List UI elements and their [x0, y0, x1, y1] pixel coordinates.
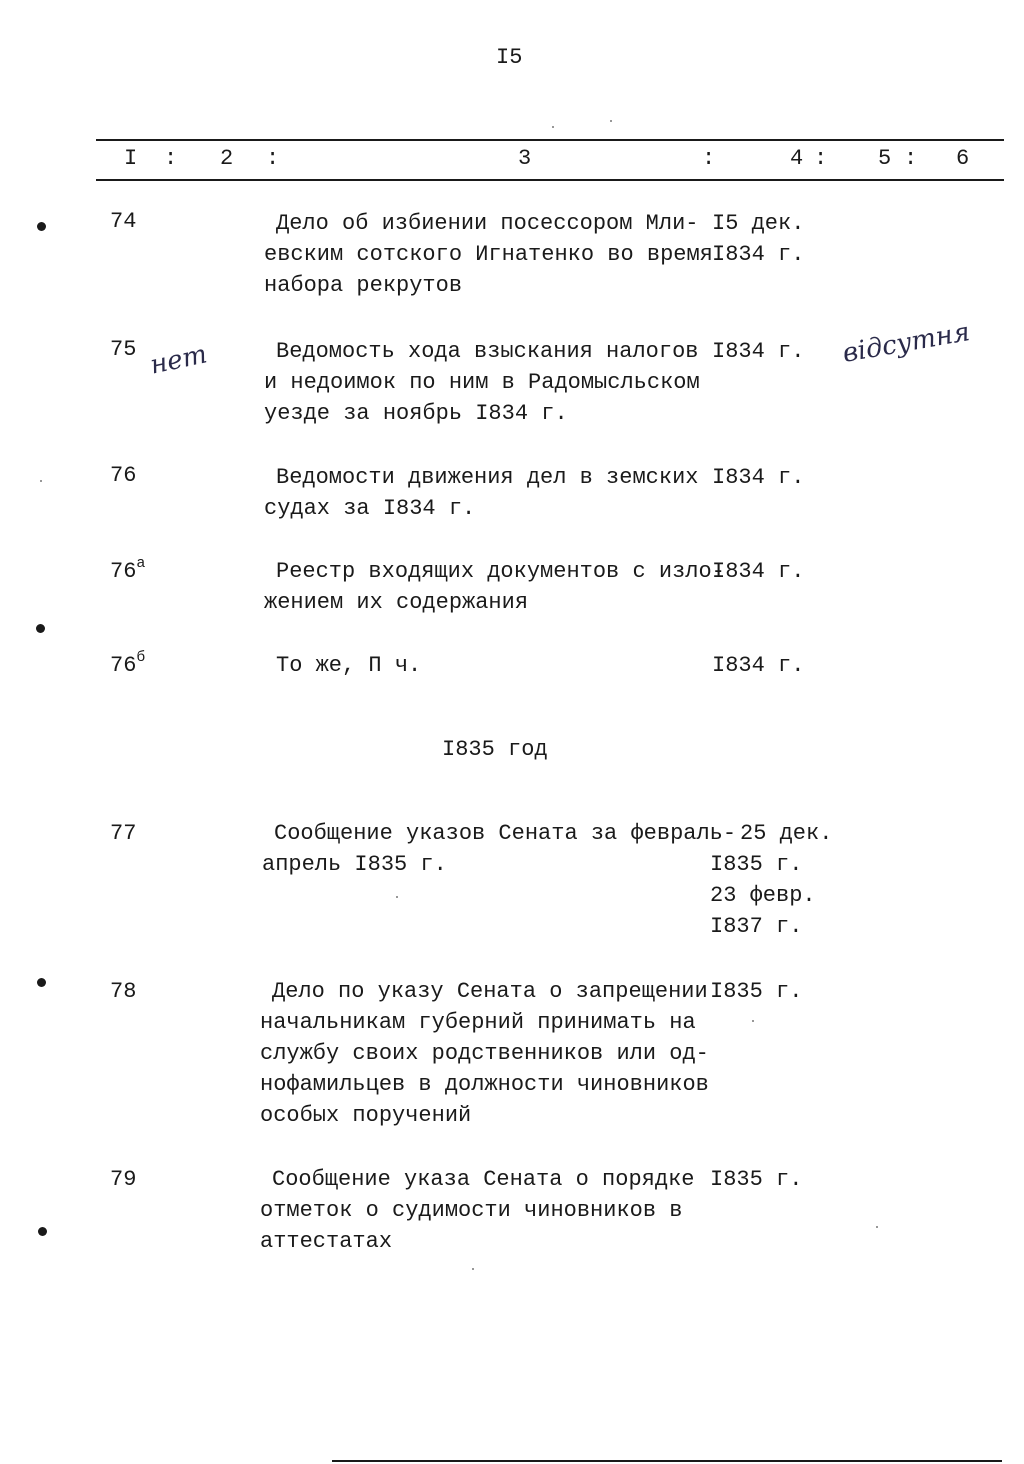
- row-title-line: Дело об избиении посессором Мли-: [276, 211, 699, 236]
- row-title-line: судах за I834 г.: [264, 496, 476, 521]
- row-title-line: набора рекрутов: [264, 273, 463, 298]
- row-date-line: I5 дек.: [712, 211, 805, 236]
- header-separator: :: [702, 146, 716, 171]
- scan-speck: [396, 896, 398, 898]
- row-title-line: жением их содержания: [264, 590, 529, 615]
- header-col-5: 5: [878, 146, 892, 171]
- punch-hole-dot: [38, 1227, 47, 1236]
- header-col-3: 3: [518, 146, 532, 171]
- row-title-line: Ведомости движения дел в земских: [276, 465, 699, 490]
- scan-speck: [610, 120, 612, 122]
- row-number: 75: [110, 337, 137, 362]
- row-title-line: Сообщение указов Сената за февраль-: [274, 821, 737, 846]
- punch-hole-dot: [36, 624, 45, 633]
- row-title-line: Сообщение указа Сената о порядке: [272, 1167, 695, 1192]
- header-col-2: 2: [220, 146, 234, 171]
- header-bottom-rule: [96, 179, 1004, 181]
- row-date-line: I834 г.: [712, 339, 805, 364]
- row-date-line: 23 февр.: [710, 883, 816, 908]
- section-heading: I835 год: [442, 737, 548, 762]
- row-title-line: нофамильцев в должности чиновников: [260, 1072, 709, 1097]
- row-date-line: I834 г.: [712, 465, 805, 490]
- header-col-1: I: [124, 146, 138, 171]
- row-number: $76^б$: [110, 649, 146, 678]
- row-date-line: I835 г.: [710, 1167, 803, 1192]
- header-col-6: 6: [956, 146, 970, 171]
- row-title-line: особых поручений: [260, 1103, 472, 1128]
- header-separator: :: [814, 146, 828, 171]
- row-date-line: I834 г.: [712, 653, 805, 678]
- header-top-rule: [96, 139, 1004, 141]
- row-date-line: I835 г.: [710, 852, 803, 877]
- bottom-rule: [332, 1460, 1002, 1462]
- row-date-line: I835 г.: [710, 979, 803, 1004]
- scan-speck: [472, 1268, 474, 1270]
- scan-speck: [752, 1020, 754, 1022]
- row-title-line: Реестр входящих документов с изло-: [276, 559, 725, 584]
- row-title-line: службу своих родственников или од-: [260, 1041, 709, 1066]
- scan-speck: [40, 480, 42, 482]
- row-date-line: I837 г.: [710, 914, 803, 939]
- row-title-line: Ведомость хода взыскания налогов: [276, 339, 699, 364]
- header-separator: :: [904, 146, 918, 171]
- scan-speck: [876, 1226, 878, 1228]
- handwritten-margin-note: відсутня: [840, 317, 973, 369]
- row-number: $76^а$: [110, 555, 146, 584]
- row-date-line: I834 г.: [712, 559, 805, 584]
- row-title-line: евским сотского Игнатенко во время: [264, 242, 713, 267]
- row-number: 79: [110, 1167, 137, 1192]
- header-separator: :: [266, 146, 280, 171]
- row-title-line: начальникам губерний принимать на: [260, 1010, 696, 1035]
- row-number: 77: [110, 821, 137, 846]
- row-title-line: Дело по указу Сената о запрещении: [272, 979, 708, 1004]
- row-number: 74: [110, 209, 137, 234]
- row-title-line: То же, П ч.: [276, 653, 422, 678]
- header-col-4: 4: [790, 146, 804, 171]
- scan-speck: [552, 126, 554, 128]
- header-separator: :: [164, 146, 178, 171]
- row-title-line: и недоимок по ним в Радомысльском: [264, 370, 700, 395]
- handwritten-note: нет: [147, 339, 210, 381]
- punch-hole-dot: [37, 978, 46, 987]
- row-title-line: отметок о судимости чиновников в: [260, 1198, 683, 1223]
- row-title-line: уезде за ноябрь I834 г.: [264, 401, 568, 426]
- row-number: 76: [110, 463, 137, 488]
- row-date-line: I834 г.: [712, 242, 805, 267]
- row-title-line: апрель I835 г.: [262, 852, 447, 877]
- row-date-line: 25 дек.: [740, 821, 833, 846]
- row-title-line: аттестатах: [260, 1229, 393, 1254]
- page-number: I5: [496, 45, 523, 70]
- punch-hole-dot: [37, 222, 46, 231]
- row-number: 78: [110, 979, 137, 1004]
